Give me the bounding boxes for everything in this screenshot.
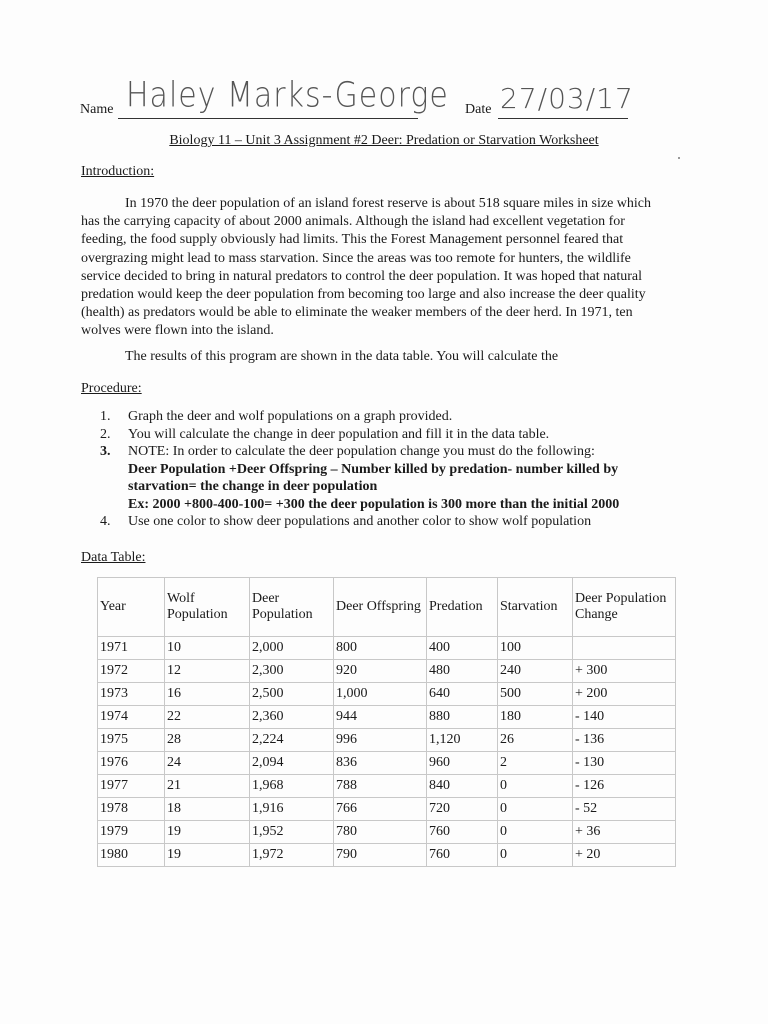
name-date-row [80, 75, 640, 128]
cell-deer-population: 1,952 [250, 821, 334, 844]
date-label: Date [465, 102, 492, 117]
cell-population-change: - 52 [573, 798, 676, 821]
cell-population-change: - 140 [573, 706, 676, 729]
cell-starvation: 26 [498, 729, 573, 752]
name-underline [118, 118, 418, 119]
table-row [98, 706, 676, 729]
cell-predation: 840 [427, 775, 498, 798]
item-number: 3. [100, 444, 111, 459]
item-text: NOTE: In order to calculate the deer population change you must do the following: [128, 444, 595, 459]
cell-deer-population: 2,224 [250, 729, 334, 752]
table-row [98, 637, 676, 660]
cell-predation: 480 [427, 660, 498, 683]
column-header-year: Year [98, 578, 165, 637]
item-text: Graph the deer and wolf populations on a graph provided. [128, 409, 453, 424]
cell-starvation: 180 [498, 706, 573, 729]
table-row [98, 821, 676, 844]
results-paragraph [81, 348, 661, 366]
cell-starvation: 2 [498, 752, 573, 775]
procedure-item [100, 513, 670, 531]
cell-year: 1975 [98, 729, 165, 752]
cell-wolf-population: 21 [165, 775, 250, 798]
cell-deer-population: 2,000 [250, 637, 334, 660]
cell-wolf-population: 28 [165, 729, 250, 752]
procedure-item [100, 426, 670, 444]
cell-deer-offspring: 788 [334, 775, 427, 798]
cell-deer-offspring: 780 [334, 821, 427, 844]
cell-year: 1972 [98, 660, 165, 683]
cell-wolf-population: 16 [165, 683, 250, 706]
cell-deer-offspring: 944 [334, 706, 427, 729]
name-label: Name [80, 102, 114, 117]
cell-population-change: + 300 [573, 660, 676, 683]
cell-deer-offspring: 766 [334, 798, 427, 821]
introduction-text: In 1970 the deer population of an island forest reserve is about 518 square miles in size which has the carrying capacity of about 2000 animals. Although the island had excellent vegetation for feeding, the food supply obviously had limits. This the Forest Management personnel feared that overgrazing might lead to mass starvation. Since the areas was too remote for hunters, the wildlife service decided to bring in natural predators to control the deer population. It was hoped that natural predation would keep the deer population from becoming too large and also increase the deer quality (health) as predators would be able to eliminate the weaker members of the deer herd. In 1971, ten wolves were flown into the island. [81, 196, 652, 339]
cell-population-change: + 36 [573, 821, 676, 844]
cell-year: 1979 [98, 821, 165, 844]
data-table-heading: Data Table: [81, 550, 146, 565]
table-row [98, 844, 676, 867]
cell-predation: 1,120 [427, 729, 498, 752]
cell-population-change: - 130 [573, 752, 676, 775]
procedure-item [100, 408, 670, 426]
cell-starvation: 100 [498, 637, 573, 660]
cell-year: 1974 [98, 706, 165, 729]
item-number: 1. [100, 409, 111, 424]
cell-deer-population: 2,500 [250, 683, 334, 706]
column-header-population-change: Deer Population Change [573, 578, 676, 637]
table-header-row [98, 578, 676, 637]
item-text: You will calculate the change in deer population and fill it in the data table. [128, 426, 550, 442]
cell-starvation: 0 [498, 798, 573, 821]
column-header-starvation: Starvation [498, 578, 573, 637]
procedure-item [100, 443, 670, 513]
item-text: Use one color to show deer populations and another color to show wolf population [128, 514, 592, 529]
cell-starvation: 0 [498, 775, 573, 798]
worksheet-title: Biology 11 – Unit 3 Assignment #2 Deer: Predation or Starvation Worksheet [169, 133, 599, 148]
table-row [98, 660, 676, 683]
cell-population-change: - 126 [573, 775, 676, 798]
cell-deer-population: 2,300 [250, 660, 334, 683]
cell-starvation: 0 [498, 821, 573, 844]
column-header-wolf-population: Wolf Population [165, 578, 250, 637]
procedure-list [100, 408, 670, 531]
cell-wolf-population: 19 [165, 844, 250, 867]
handwritten-name: Haley Marks-George [126, 75, 449, 116]
cell-predation: 640 [427, 683, 498, 706]
table-row [98, 752, 676, 775]
cell-population-change [573, 637, 676, 660]
cell-predation: 760 [427, 821, 498, 844]
cell-deer-population: 2,360 [250, 706, 334, 729]
table-row [98, 775, 676, 798]
cell-wolf-population: 24 [165, 752, 250, 775]
item-number: 2. [100, 426, 111, 442]
cell-year: 1977 [98, 775, 165, 798]
cell-wolf-population: 10 [165, 637, 250, 660]
cell-deer-offspring: 836 [334, 752, 427, 775]
table-row [98, 729, 676, 752]
cell-starvation: 500 [498, 683, 573, 706]
cell-deer-population: 1,916 [250, 798, 334, 821]
introduction-heading: Introduction: [81, 164, 155, 179]
handwritten-date: 27/03/17 [500, 82, 634, 115]
cell-deer-offspring: 1,000 [334, 683, 427, 706]
cell-year: 1978 [98, 798, 165, 821]
cell-population-change: - 136 [573, 729, 676, 752]
cell-wolf-population: 18 [165, 798, 250, 821]
introduction-paragraph [81, 195, 661, 341]
procedure-heading: Procedure: [81, 381, 142, 396]
cell-deer-offspring: 996 [334, 729, 427, 752]
table-row [98, 798, 676, 821]
cell-population-change: + 200 [573, 683, 676, 706]
data-table [97, 577, 676, 867]
date-underline [498, 118, 628, 119]
cell-predation: 880 [427, 706, 498, 729]
cell-deer-offspring: 920 [334, 660, 427, 683]
cell-year: 1976 [98, 752, 165, 775]
cell-predation: 960 [427, 752, 498, 775]
cell-population-change: + 20 [573, 844, 676, 867]
cell-predation: 400 [427, 637, 498, 660]
example-text: Ex: 2000 +800-400-100= +300 the deer population is 300 more than the initial 2000 [128, 496, 620, 512]
cell-starvation: 240 [498, 660, 573, 683]
cell-deer-population: 1,972 [250, 844, 334, 867]
cell-deer-population: 2,094 [250, 752, 334, 775]
scan-speck [678, 157, 680, 159]
cell-predation: 720 [427, 798, 498, 821]
cell-year: 1971 [98, 637, 165, 660]
cell-wolf-population: 19 [165, 821, 250, 844]
cell-wolf-population: 12 [165, 660, 250, 683]
cell-year: 1973 [98, 683, 165, 706]
cell-starvation: 0 [498, 844, 573, 867]
cell-year: 1980 [98, 844, 165, 867]
column-header-predation: Predation [427, 578, 498, 637]
column-header-deer-population: Deer Population [250, 578, 334, 637]
cell-wolf-population: 22 [165, 706, 250, 729]
cell-deer-offspring: 800 [334, 637, 427, 660]
formula-text: Deer Population +Deer Offspring – Number killed by predation- number killed by starvation= the change in deer population [128, 461, 619, 494]
cell-deer-offspring: 790 [334, 844, 427, 867]
table-row [98, 683, 676, 706]
cell-predation: 760 [427, 844, 498, 867]
cell-deer-population: 1,968 [250, 775, 334, 798]
results-text: The results of this program are shown in the data table. You will calculate the [125, 349, 559, 364]
column-header-deer-offspring: Deer Offspring [334, 578, 427, 637]
item-number: 4. [100, 514, 111, 529]
